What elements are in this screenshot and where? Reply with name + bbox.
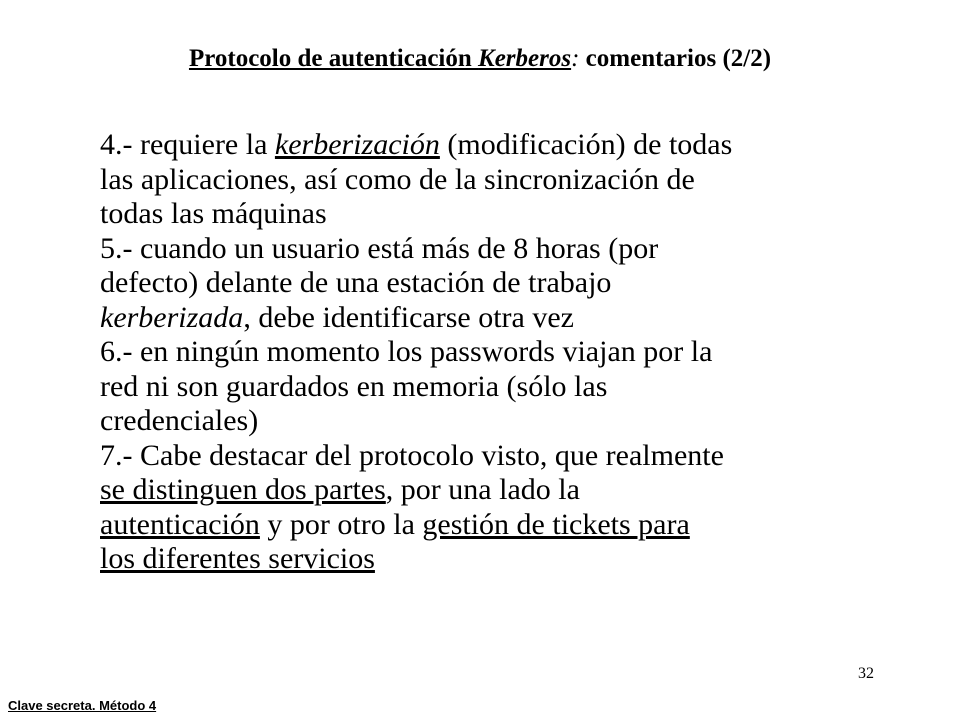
page-number: 32 xyxy=(858,665,874,682)
list-item-6 xyxy=(100,335,900,439)
slide-body xyxy=(100,128,900,577)
item-5-line-2: defecto) delante de una estación de trabajo xyxy=(100,266,612,299)
item-4-line-2: las aplicaciones, así como de la sincronización de xyxy=(100,162,695,196)
title-emphasis: Kerberos xyxy=(478,45,572,72)
gestion-tickets-phrase: gestión de tickets para xyxy=(422,507,690,541)
item-6-line-1: 6.- en ningún momento los passwords viajan por la xyxy=(100,335,713,368)
item-4-line-1-tail: (modificación) de todas xyxy=(439,128,733,161)
autenticacion-phrase: autenticación xyxy=(100,507,260,541)
diferentes-servicios-phrase: los diferentes servicios xyxy=(100,542,375,575)
list-item-5 xyxy=(100,232,900,336)
kerberizada-term: kerberizada xyxy=(100,300,244,334)
title-colon: : xyxy=(571,45,580,72)
list-item-4 xyxy=(100,128,900,232)
item-7-line-1: 7.- Cabe destacar del protocolo visto, que realmente xyxy=(100,438,724,472)
footer-label: Clave secreta. Método 4 xyxy=(8,698,157,713)
kerberizacion-term: kerberización xyxy=(274,128,440,161)
item-7-line-3 xyxy=(100,507,900,543)
item-7-line-2 xyxy=(100,473,900,508)
dos-partes-phrase: se distinguen dos partes xyxy=(100,473,386,506)
item-6-line-3: credenciales) xyxy=(100,404,259,437)
item-7-line-2-tail: , por una lado la xyxy=(385,473,580,506)
slide-title xyxy=(0,44,960,74)
item-4-line-1 xyxy=(100,128,900,163)
item-7-line-3-middle: y por otro la xyxy=(259,507,423,541)
item-5-line-3 xyxy=(100,300,900,336)
title-part2: comentarios (2/2) xyxy=(579,45,772,72)
list-item-7 xyxy=(100,439,900,577)
title-part1: Protocolo de autenticación xyxy=(188,45,479,72)
item-6-line-2: red ni son guardados en memoria (sólo las xyxy=(100,369,608,403)
item-4-line-1-text: 4.- requiere la xyxy=(100,128,275,161)
item-5-line-1: 5.- cuando un usuario está más de 8 horas (por xyxy=(100,231,659,265)
item-7-line-4 xyxy=(100,542,900,577)
item-4-line-3: todas las máquinas xyxy=(100,197,327,230)
item-5-line-3-tail: , debe identificarse otra vez xyxy=(243,300,574,334)
